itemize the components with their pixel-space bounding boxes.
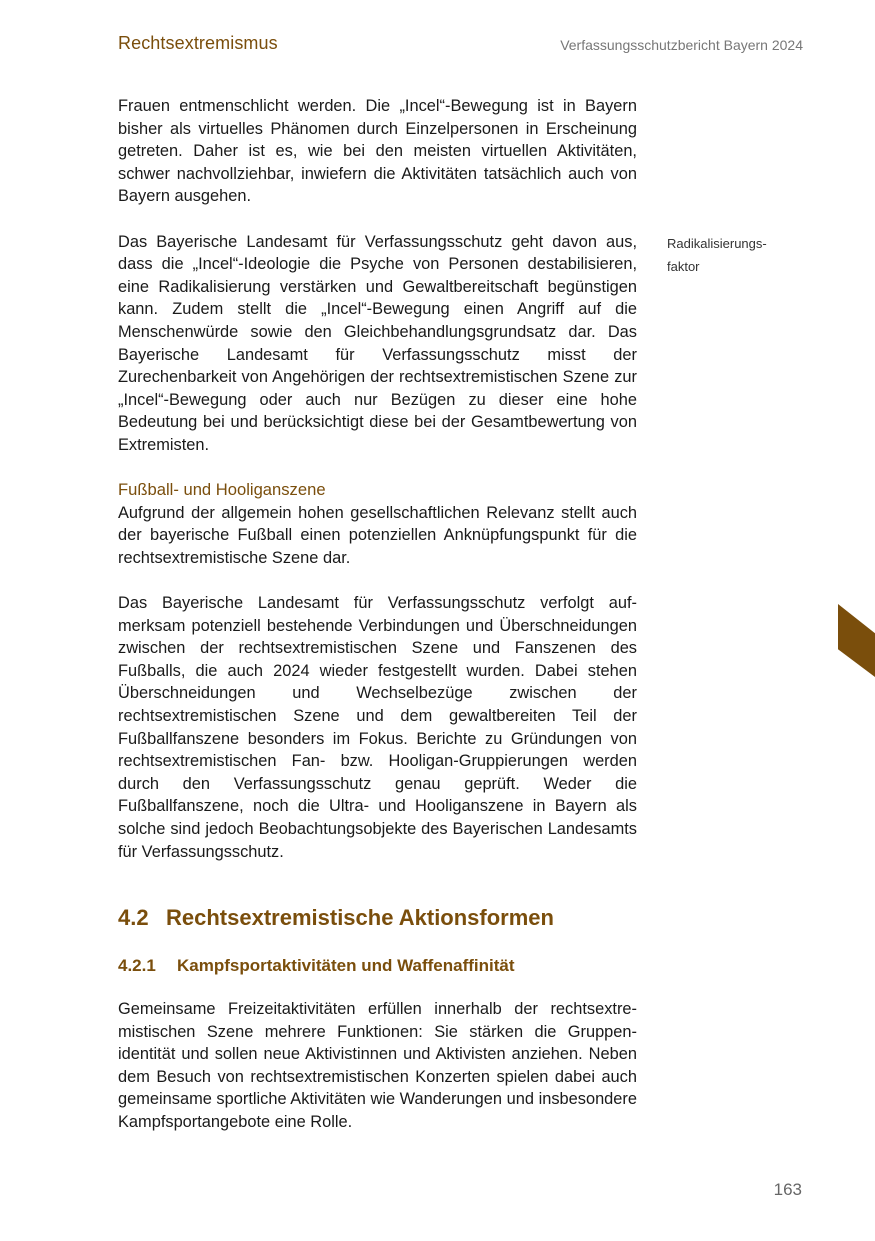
subheading-football-hooligan: Fußball- und Hooliganszene: [118, 480, 326, 500]
paragraph-incel-ideology: Das Bayerische Landesamt für Verfassungsschutz geht davon aus, dass die „Incel“-Ideologie die Psyche von Personen destabilisieren, eine Radikalisierung verstärken und Gewaltbereitschaft begünstigen kann. Zudem stellt die „Incel“-Bewegung einen Angriff auf die Menschenwürde sowie den Gleichbehandlungsgrundsatz dar. Das Bayerische Landesamt für Verfassungsschutz misst der Zurechenbarkeit von Angehörigen der rechtsextremistischen Szene zur „Incel“-Bewegung oder auch nur Bezügen zu dieser eine hohe Bedeutung bei und berücksichtigt diese bei der Gesamtbewertung von Extremisten.: [118, 232, 637, 454]
margin-note-line-2: faktor: [667, 259, 700, 274]
chapter-tab-marker: [838, 604, 875, 677]
margin-note: [667, 232, 807, 278]
page-number: 163: [773, 1180, 802, 1199]
subsection-number: 4.2.1: [118, 956, 156, 975]
body-text-block-1: [118, 95, 637, 863]
paragraph-football-relevance: Aufgrund der allgemein hohen gesellschaftlichen Relevanz stellt auch der bayerische Fußball einen potenziellen Anknüpfungspunkt für die rechtsextremistische Szene dar.: [118, 503, 637, 567]
section-number: 4.2: [118, 905, 149, 930]
body-text-block-2: [118, 998, 637, 1134]
subsection-title: Kampfsportaktivitäten und Waffenaffinität: [177, 956, 515, 975]
running-header-section: Rechtsextremismus: [118, 33, 278, 53]
paragraph-football-monitoring: Das Bayerische Landesamt für Verfassungsschutz verfolgt aufmerksam potenziell bestehende Verbindungen und Überschneidungen zwischen der rechtsextremistischen Szene und Fanszenen des Fußballs, die auch 2024 wieder festgestellt wurden. Dabei stehen Überschneidungen und Wechselbezüge zwischen der rechtsextremistischen Szene und dem gewaltbereiten Teil der Fußballfanszene besonders im Fokus. Berichte zu Gründungen von rechtsextremistischen Fan- bzw. Hooligan-Gruppierungen werden durch den Verfassungsschutz genau geprüft. Weder die Fußballfanszene, noch die Ultra- und Hooliganszene in Bayern als solche sind jedoch Beobachtungsobjekte des Bayerischen Landesamts für Verfassungsschutz.: [118, 594, 637, 861]
margin-note-line-1: Radikalisierungs-: [667, 236, 767, 251]
paragraph-leisure-activities: Gemeinsame Freizeitaktivitäten erfüllen innerhalb der rechtsextremistischen Szene mehrere Funktionen: Sie stärken die Gruppenidentität und sollen neue Aktivistinnen und Aktivisten anziehen. Neben dem Besuch von rechtsextremistischen Konzerten spielen dabei auch gemeinsame sportliche Aktivitäten wie Wanderungen und insbesondere Kampfsportangebote eine Rolle.: [118, 1000, 637, 1131]
subsection-heading: [118, 955, 515, 977]
section-heading: [118, 903, 554, 933]
section-title: Rechtsextremistische Aktionsformen: [166, 905, 554, 930]
paragraph-incel-virtual: Frauen entmenschlicht werden. Die „Incel“-Bewegung ist in Bayern bisher als virtuelles Phänomen durch Einzelpersonen in Erscheinung getreten. Daher ist es, wie bei den meisten virtuellen Aktivitäten, schwer nachvollziehbar, inwiefern die Aktivitäten tatsächlich auch von Bayern ausgehen.: [118, 97, 637, 206]
running-header-publication: Verfassungsschutzbericht Bayern 2024: [560, 37, 803, 53]
